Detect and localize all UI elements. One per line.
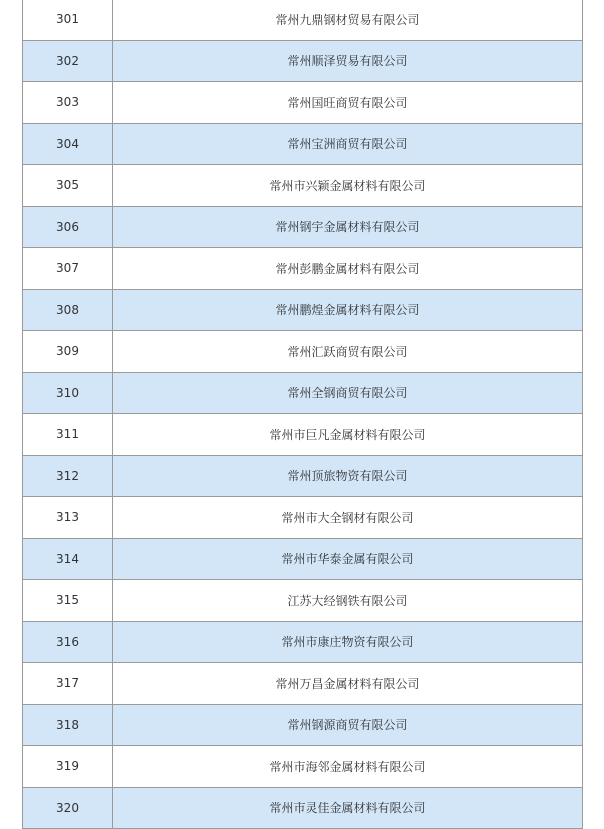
row-number: 301 — [23, 0, 113, 40]
row-number: 311 — [23, 414, 113, 456]
row-number: 307 — [23, 248, 113, 290]
row-number: 302 — [23, 40, 113, 82]
row-number: 305 — [23, 165, 113, 207]
company-name: 常州市大全钢材有限公司 — [113, 497, 583, 539]
company-list-table-container — [22, 0, 582, 829]
company-name: 常州市海邻金属材料有限公司 — [113, 746, 583, 788]
company-list-table — [22, 0, 583, 829]
company-name: 常州钢宇金属材料有限公司 — [113, 206, 583, 248]
table-row — [23, 663, 583, 705]
company-name: 常州国旺商贸有限公司 — [113, 82, 583, 124]
row-number: 310 — [23, 372, 113, 414]
table-row — [23, 248, 583, 290]
table-row — [23, 372, 583, 414]
row-number: 313 — [23, 497, 113, 539]
table-row — [23, 455, 583, 497]
table-row — [23, 82, 583, 124]
row-number: 319 — [23, 746, 113, 788]
table-body — [23, 0, 583, 829]
company-name: 常州万昌金属材料有限公司 — [113, 663, 583, 705]
table-row — [23, 538, 583, 580]
row-number: 315 — [23, 580, 113, 622]
row-number: 308 — [23, 289, 113, 331]
company-name: 常州彭鹏金属材料有限公司 — [113, 248, 583, 290]
row-number: 303 — [23, 82, 113, 124]
table-row — [23, 289, 583, 331]
company-name: 常州钢源商贸有限公司 — [113, 704, 583, 746]
company-name: 常州宝洲商贸有限公司 — [113, 123, 583, 165]
row-number: 320 — [23, 787, 113, 829]
table-row — [23, 787, 583, 829]
row-number: 306 — [23, 206, 113, 248]
table-row — [23, 746, 583, 788]
company-name: 常州顶旅物资有限公司 — [113, 455, 583, 497]
table-row — [23, 206, 583, 248]
company-name: 常州鹏煌金属材料有限公司 — [113, 289, 583, 331]
row-number: 314 — [23, 538, 113, 580]
company-name: 常州市华泰金属有限公司 — [113, 538, 583, 580]
table-row — [23, 123, 583, 165]
company-name: 常州全钢商贸有限公司 — [113, 372, 583, 414]
table-row — [23, 165, 583, 207]
company-name: 常州市灵佳金属材料有限公司 — [113, 787, 583, 829]
company-name: 常州市兴颖金属材料有限公司 — [113, 165, 583, 207]
company-name: 江苏大经钢铁有限公司 — [113, 580, 583, 622]
company-name: 常州市巨凡金属材料有限公司 — [113, 414, 583, 456]
table-row — [23, 331, 583, 373]
row-number: 304 — [23, 123, 113, 165]
company-name: 常州九鼎钢材贸易有限公司 — [113, 0, 583, 40]
table-row — [23, 580, 583, 622]
row-number: 312 — [23, 455, 113, 497]
table-row — [23, 704, 583, 746]
row-number: 309 — [23, 331, 113, 373]
row-number: 316 — [23, 621, 113, 663]
table-row — [23, 497, 583, 539]
company-name: 常州汇跃商贸有限公司 — [113, 331, 583, 373]
table-row — [23, 40, 583, 82]
table-row — [23, 414, 583, 456]
row-number: 318 — [23, 704, 113, 746]
company-name: 常州市康庄物资有限公司 — [113, 621, 583, 663]
company-name: 常州顺泽贸易有限公司 — [113, 40, 583, 82]
row-number: 317 — [23, 663, 113, 705]
table-row — [23, 0, 583, 40]
table-row — [23, 621, 583, 663]
